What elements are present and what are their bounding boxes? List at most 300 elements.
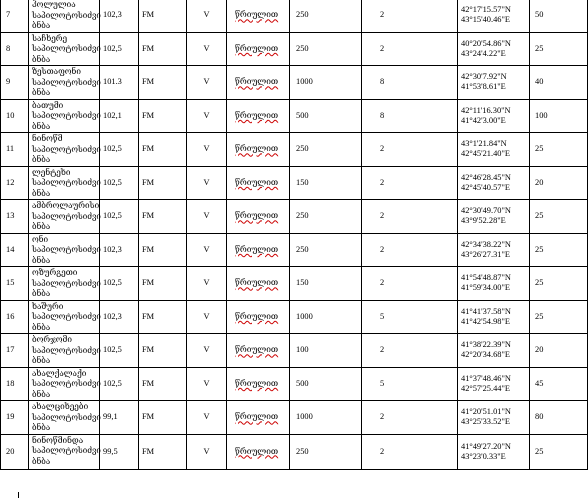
antenna-type-value: წრიულით <box>235 345 279 355</box>
band-value: FM <box>142 311 155 321</box>
station-name-cell <box>29 367 100 401</box>
height-value: 2 <box>380 244 385 254</box>
longitude-value: 42°45'21.40"E <box>461 149 510 159</box>
band-value: FM <box>142 10 155 20</box>
frequency-cell <box>100 233 139 267</box>
frequency-value: 102,5 <box>103 177 122 187</box>
antenna-type-cell <box>227 0 290 32</box>
polarization-value: V <box>203 144 210 154</box>
coverage-radius-cell <box>530 300 588 334</box>
frequency-cell <box>100 300 139 334</box>
coordinates-cell <box>458 66 530 100</box>
height-cell <box>362 200 458 234</box>
antenna-type-cell <box>227 300 290 334</box>
table-row <box>1 66 588 100</box>
polarization-value: V <box>203 43 210 53</box>
height-cell <box>362 434 458 469</box>
station-name-line: საპილოტოსიძვი <box>32 144 101 154</box>
frequency-value: 101.3 <box>103 77 122 87</box>
polarization-cell <box>187 267 227 301</box>
antenna-type-value: წრიულით <box>235 43 279 53</box>
power-cell <box>290 133 362 167</box>
height-value: 8 <box>380 77 385 87</box>
longitude-value: 43°26'27.31"E <box>461 249 510 259</box>
coverage-radius-cell <box>530 434 588 469</box>
row-number-cell <box>1 233 29 267</box>
station-name-cell <box>29 434 100 469</box>
polarization-value: V <box>203 345 210 355</box>
antenna-type-value: წრიულით <box>235 311 279 321</box>
power-cell <box>290 233 362 267</box>
height-cell <box>362 233 458 267</box>
power-value: 1000 <box>296 77 313 87</box>
longitude-value: 41°59'34.00"E <box>461 283 510 293</box>
station-name-line: ბნბა <box>32 121 51 131</box>
station-name-line: ბნბა <box>32 456 51 466</box>
frequency-cell <box>100 32 139 66</box>
height-cell <box>362 367 458 401</box>
row-number: 16 <box>6 311 15 321</box>
station-name-line: ბნბა <box>32 222 51 231</box>
coverage-radius-cell <box>530 267 588 301</box>
longitude-value: 41°42'54.98"E <box>461 316 510 326</box>
station-name-line: ბნბა <box>32 356 51 365</box>
polarization-value: V <box>203 244 210 254</box>
row-number-cell <box>1 66 29 100</box>
band-cell <box>139 32 187 66</box>
antenna-type-value: წრიულით <box>235 412 279 422</box>
frequency-value: 102,3 <box>103 10 122 20</box>
height-value: 2 <box>380 43 385 53</box>
table-row <box>1 133 588 167</box>
power-value: 250 <box>296 144 309 154</box>
station-name-cell <box>29 133 100 167</box>
polarization-cell <box>187 0 227 32</box>
power-cell <box>290 300 362 334</box>
frequency-value: 99,1 <box>103 412 118 422</box>
polarization-value: V <box>203 311 210 321</box>
coordinates-cell <box>458 300 530 334</box>
row-number: 14 <box>6 244 15 254</box>
longitude-value: 42°20'34.68"E <box>461 350 510 360</box>
power-value: 1000 <box>296 412 313 422</box>
station-name-line: ნინოწმ <box>32 134 63 143</box>
station-name-cell <box>29 334 100 368</box>
coverage-radius-cell <box>530 99 588 133</box>
band-value: FM <box>142 177 155 187</box>
coverage-radius-value: 80 <box>535 412 544 422</box>
row-number-cell <box>1 166 29 200</box>
height-value: 2 <box>380 412 385 422</box>
station-name-cell <box>29 401 100 435</box>
antenna-type-cell <box>227 367 290 401</box>
station-name-line: ხაშური <box>32 301 64 311</box>
power-value: 500 <box>296 378 309 388</box>
table-row <box>1 434 588 469</box>
station-name-line: ბნბა <box>32 88 51 97</box>
power-value: 250 <box>296 211 309 221</box>
station-name-line: საპილოტოსიძვი <box>32 245 101 254</box>
polarization-cell <box>187 200 227 234</box>
frequency-value: 102,3 <box>103 311 122 321</box>
antenna-type-value: წრიულით <box>235 278 279 288</box>
station-name-line: საპილოტოსიძვი <box>32 412 101 422</box>
antenna-type-value: წრიულით <box>235 177 279 187</box>
polarization-cell <box>187 166 227 200</box>
row-number-cell <box>1 99 29 133</box>
band-cell <box>139 200 187 234</box>
station-name-cell <box>29 99 100 133</box>
frequency-value: 102,5 <box>103 278 122 288</box>
antenna-type-cell <box>227 66 290 100</box>
station-name-line: ბნბა <box>32 423 51 432</box>
row-number: 12 <box>6 177 15 187</box>
power-value: 150 <box>296 278 309 288</box>
frequency-cell <box>100 267 139 301</box>
power-cell <box>290 401 362 435</box>
row-number-cell <box>1 0 29 32</box>
station-name-line: ბნბა <box>32 188 51 198</box>
band-value: FM <box>142 43 155 53</box>
band-cell <box>139 300 187 334</box>
coverage-radius-cell <box>530 133 588 167</box>
power-cell <box>290 99 362 133</box>
frequency-cell <box>100 434 139 469</box>
table-row <box>1 300 588 334</box>
height-value: 5 <box>380 378 385 388</box>
station-name-cell <box>29 300 100 334</box>
coordinates-cell <box>458 367 530 401</box>
row-number: 8 <box>6 43 11 53</box>
band-cell <box>139 367 187 401</box>
antenna-type-cell <box>227 233 290 267</box>
power-cell <box>290 367 362 401</box>
power-value: 250 <box>296 446 309 456</box>
polarization-cell <box>187 66 227 100</box>
station-name-cell <box>29 32 100 66</box>
antenna-type-value: წრიულით <box>235 110 279 120</box>
row-number-cell <box>1 367 29 401</box>
station-name-line: ნინოწმინდა <box>32 435 84 445</box>
band-value: FM <box>142 278 155 288</box>
station-name-line: ბათუმი <box>32 100 64 110</box>
coordinates-cell <box>458 233 530 267</box>
power-value: 150 <box>296 177 309 187</box>
station-name-cell <box>29 0 100 32</box>
antenna-type-value: წრიულით <box>235 10 279 20</box>
station-name-line: ოზურგეთი <box>32 268 78 277</box>
table-continuation-line <box>18 492 41 498</box>
coverage-radius-cell <box>530 0 588 32</box>
band-cell <box>139 99 187 133</box>
station-name-line: ბნბა <box>32 255 51 265</box>
power-cell <box>290 267 362 301</box>
station-name-cell <box>29 233 100 267</box>
power-cell <box>290 434 362 469</box>
height-value: 2 <box>380 446 385 456</box>
row-number: 17 <box>6 345 15 355</box>
polarization-cell <box>187 334 227 368</box>
frequency-value: 102,5 <box>103 43 122 53</box>
coverage-radius-cell <box>530 200 588 234</box>
longitude-value: 42°57'25.44"E <box>461 383 510 393</box>
station-name-line: ახალციხეები <box>32 402 89 411</box>
height-value: 2 <box>380 177 385 187</box>
band-cell <box>139 434 187 469</box>
polarization-value: V <box>203 378 210 388</box>
coverage-radius-value: 25 <box>535 144 544 154</box>
band-value: FM <box>142 77 155 87</box>
latitude-value: 42°46'28.45"N <box>461 172 511 182</box>
row-number: 15 <box>6 278 15 288</box>
station-name-line: ჰოლულია <box>32 0 76 9</box>
station-name-line: საპილოტოსიძვი <box>32 379 101 388</box>
frequency-cell <box>100 334 139 368</box>
band-cell <box>139 66 187 100</box>
frequency-value: 102,5 <box>103 211 122 221</box>
band-cell <box>139 267 187 301</box>
table-row <box>1 267 588 301</box>
frequency-value: 102,5 <box>103 144 122 154</box>
antenna-type-value: წრიულით <box>235 211 279 221</box>
coverage-radius-value: 25 <box>535 446 544 456</box>
band-value: FM <box>142 244 155 254</box>
antenna-type-value: წრიულით <box>235 77 279 87</box>
band-value: FM <box>142 378 155 388</box>
frequency-value: 102,3 <box>103 244 122 254</box>
latitude-value: 43°1'21.84"N <box>461 139 507 149</box>
coverage-radius-cell <box>530 401 588 435</box>
station-name-line: ლენტეხი <box>32 167 71 177</box>
coverage-radius-value: 50 <box>535 10 544 20</box>
station-name-line: საჩხერე <box>32 33 68 43</box>
polarization-cell <box>187 99 227 133</box>
station-name-line: საპილოტოსიძვი <box>32 312 101 321</box>
frequency-cell <box>100 200 139 234</box>
latitude-value: 41°37'48.46"N <box>461 373 511 383</box>
power-cell <box>290 200 362 234</box>
polarization-cell <box>187 233 227 267</box>
frequency-cell <box>100 99 139 133</box>
power-cell <box>290 334 362 368</box>
frequency-value: 102,5 <box>103 345 122 355</box>
antenna-type-cell <box>227 200 290 234</box>
row-number-cell <box>1 32 29 66</box>
station-name-cell <box>29 200 100 234</box>
coordinates-cell <box>458 99 530 133</box>
polarization-cell <box>187 300 227 334</box>
antenna-type-cell <box>227 267 290 301</box>
latitude-value: 42°34'38.22"N <box>461 239 511 249</box>
power-cell <box>290 166 362 200</box>
polarization-value: V <box>203 77 210 87</box>
coverage-radius-cell <box>530 334 588 368</box>
row-number-cell <box>1 434 29 469</box>
polarization-value: V <box>203 211 210 221</box>
power-cell <box>290 0 362 32</box>
frequency-cell <box>100 367 139 401</box>
polarization-value: V <box>203 110 210 120</box>
station-name-line: ონი <box>32 234 49 244</box>
polarization-cell <box>187 32 227 66</box>
frequency-cell <box>100 166 139 200</box>
latitude-value: 41°41'37.58"N <box>461 306 511 316</box>
band-cell <box>139 401 187 435</box>
station-name-cell <box>29 267 100 301</box>
table-row <box>1 367 588 401</box>
polarization-value: V <box>203 412 210 422</box>
row-number-cell <box>1 334 29 368</box>
polarization-cell <box>187 367 227 401</box>
height-value: 2 <box>380 211 385 221</box>
frequency-cell <box>100 0 139 32</box>
polarization-value: V <box>203 10 210 20</box>
latitude-value: 42°30'7.92"N <box>461 72 507 82</box>
coverage-radius-value: 45 <box>535 378 544 388</box>
height-cell <box>362 334 458 368</box>
polarization-cell <box>187 133 227 167</box>
power-value: 1000 <box>296 311 313 321</box>
height-value: 8 <box>380 110 385 120</box>
power-value: 250 <box>296 244 309 254</box>
polarization-value: V <box>203 177 210 187</box>
row-number: 19 <box>6 412 15 422</box>
coverage-radius-value: 25 <box>535 244 544 254</box>
coverage-radius-cell <box>530 367 588 401</box>
station-name-line: საპილოტოსიძვი <box>32 10 101 20</box>
coordinates-cell <box>458 166 530 200</box>
antenna-type-cell <box>227 334 290 368</box>
table-row <box>1 401 588 435</box>
station-name-line: საპილოტოსიძვი <box>32 278 101 288</box>
coverage-radius-cell <box>530 233 588 267</box>
station-name-line: ბნბა <box>32 389 51 399</box>
height-cell <box>362 166 458 200</box>
station-name-line: საპილოტოსიძვი <box>32 345 101 355</box>
band-value: FM <box>142 211 155 221</box>
antenna-type-cell <box>227 133 290 167</box>
latitude-value: 42°11'16.30"N <box>461 105 511 115</box>
antenna-type-cell <box>227 32 290 66</box>
latitude-value: 42°17'15.57"N <box>461 5 511 15</box>
station-name-line: ბნბა <box>32 289 51 298</box>
height-value: 2 <box>380 345 385 355</box>
band-value: FM <box>142 144 155 154</box>
coordinates-cell <box>458 334 530 368</box>
row-number: 20 <box>6 446 15 456</box>
height-cell <box>362 133 458 167</box>
height-cell <box>362 267 458 301</box>
power-value: 500 <box>296 110 309 120</box>
band-cell <box>139 233 187 267</box>
frequency-value: 102,1 <box>103 110 122 120</box>
band-value: FM <box>142 110 155 120</box>
band-cell <box>139 133 187 167</box>
coordinates-cell <box>458 133 530 167</box>
coordinates-cell <box>458 200 530 234</box>
row-number-cell <box>1 401 29 435</box>
polarization-cell <box>187 434 227 469</box>
station-name-cell <box>29 166 100 200</box>
longitude-value: 43°24'4.22"E <box>461 48 506 58</box>
height-value: 5 <box>380 311 385 321</box>
latitude-value: 41°54'48.87"N <box>461 273 511 283</box>
height-cell <box>362 99 458 133</box>
table-row <box>1 166 588 200</box>
power-value: 250 <box>296 10 309 20</box>
band-value: FM <box>142 412 155 422</box>
row-number-cell <box>1 300 29 334</box>
longitude-value: 43°9'52.28"E <box>461 216 506 226</box>
station-name-cell <box>29 66 100 100</box>
band-value: FM <box>142 345 155 355</box>
antenna-type-cell <box>227 166 290 200</box>
coverage-radius-cell <box>530 32 588 66</box>
coverage-radius-value: 20 <box>535 177 544 187</box>
table-row <box>1 334 588 368</box>
row-number: 18 <box>6 378 15 388</box>
polarization-cell <box>187 401 227 435</box>
longitude-value: 43°25'33.52"E <box>461 417 510 427</box>
row-number-cell <box>1 267 29 301</box>
table-row <box>1 99 588 133</box>
band-value: FM <box>142 446 155 456</box>
antenna-type-value: წრიულით <box>235 378 279 388</box>
station-name-line: ბორჯომი <box>32 335 72 344</box>
antenna-type-value: წრიულით <box>235 144 279 154</box>
coordinates-cell <box>458 401 530 435</box>
coverage-radius-value: 40 <box>535 77 544 87</box>
height-value: 2 <box>380 278 385 288</box>
coverage-radius-value: 25 <box>535 211 544 221</box>
power-value: 100 <box>296 345 309 355</box>
coverage-radius-cell <box>530 66 588 100</box>
station-name-line: ბნბა <box>32 54 51 64</box>
row-number: 11 <box>6 144 15 154</box>
band-cell <box>139 0 187 32</box>
coverage-radius-value: 25 <box>535 311 544 321</box>
power-value: 250 <box>296 43 309 53</box>
frequency-cell <box>100 66 139 100</box>
antenna-type-value: წრიულით <box>235 446 279 456</box>
coverage-radius-value: 100 <box>535 110 548 120</box>
station-name-line: ახალქალაქი <box>32 368 87 378</box>
polarization-value: V <box>203 278 210 288</box>
longitude-value: 43°23'0.33"E <box>461 451 506 461</box>
height-cell <box>362 300 458 334</box>
coordinates-cell <box>458 434 530 469</box>
frequency-cell <box>100 133 139 167</box>
height-value: 2 <box>380 144 385 154</box>
station-name-line: ბნბა <box>32 155 51 164</box>
station-name-line: საპილოტოსიძვი <box>32 77 101 87</box>
height-cell <box>362 401 458 435</box>
table-body <box>1 0 588 469</box>
band-cell <box>139 166 187 200</box>
station-name-line: საპილოტოსიძვი <box>32 211 101 221</box>
row-number-cell <box>1 200 29 234</box>
station-name-line: საპილოტოსიძვი <box>32 44 101 53</box>
station-name-line: საპილოტოსიძვი <box>32 111 101 120</box>
longitude-value: 41°53'8.61"E <box>461 82 506 92</box>
frequency-value: 102,5 <box>103 378 122 388</box>
height-cell <box>362 32 458 66</box>
station-name-line: საპილოტოსიძვი <box>32 178 101 187</box>
table-row <box>1 32 588 66</box>
antenna-type-cell <box>227 99 290 133</box>
band-cell <box>139 334 187 368</box>
coverage-radius-cell <box>530 166 588 200</box>
